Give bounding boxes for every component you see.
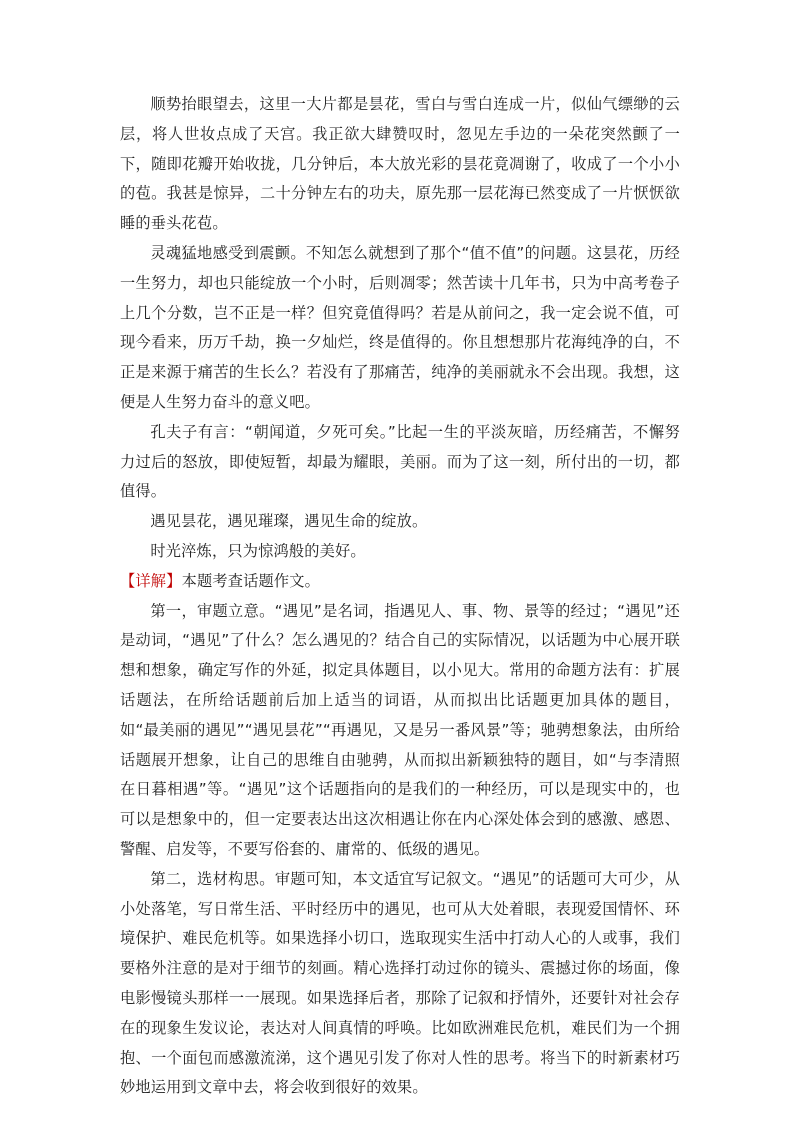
detail-text: 本题考查话题作文。 (181, 571, 321, 590)
essay-paragraph-4: 遇见昙花，遇见璀璨，遇见生命的绽放。 (150, 512, 428, 531)
analysis-paragraph-1: 第一，审题立意。“遇见”是名词，指遇见人、事、物、景等的经过；“遇见”还是动词，“遇见”了什么？怎么遇见的？结合自己的实际情况，以话题为中心展开联想和想象，确定写作的外延，拟定具体题目，以小见大。常用的命题方法有：扩展话题法，在所给话题前后加上适当的词语，从而拟出比话题更加具体的题目，如“最美丽的遇见”“遇见昙花”“再遇见，又是另一番风景”等；驰骋想象法，由所给话题展开想象，让自己的思维自由驰骋，从而拟出新颖独特的题目，如“与李清照在日暮相遇”等。“遇见”这个话题指向的是我们的一种经历，可以是现实中的，也可以是想象中的，但一定要表达出这次相遇让你在内心深处体会到的感激、感恩、警醒、启发等，不要写俗套的、庸常的、低级的遇见。 (120, 601, 680, 858)
detail-heading (120, 567, 680, 597)
essay-paragraph-1: 顺势抬眼望去，这里一大片都是昙花，雪白与雪白连成一片，似仙气缥缈的云层，将人世妆点成了天宫。我正欲大肆赞叹时，忽见左手边的一朵花突然颤了一下，随即花瓣开始收拢，几分钟后，本大放光彩的昙花竟凋谢了，收成了一个小小的苞。我甚是惊异，二十分钟左右的功夫，原先那一层花海已然变成了一片恹恹欲睡的垂头花苞。 (120, 95, 680, 233)
document-body (120, 90, 680, 1103)
detail-tag: 【详解】 (120, 571, 182, 590)
analysis-paragraph-2: 第二，选材构思。审题可知，本文适宜写记叙文。“遇见”的话题可大可少，从小处落笔，写日常生活、平时经历中的遇见，也可从大处着眼，表现爱国情怀、环境保护、难民危机等。如果选择小切口，选取现实生活中打动人心的人或事，我们要格外注意的是对于细节的刻画。精心选择打动过你的镜头、震撼过你的场面，像电影慢镜头那样一一展现。如果选择后者，那除了记叙和抒情外，还要针对社会存在的现象生发议论，表达对人间真情的呼唤。比如欧洲难民危机，难民们为一个拥抱、一个面包而感激流涕，这个遇见引发了你对人性的思考。将当下的时新素材巧妙地运用到文章中去，将会收到很好的效果。 (120, 869, 680, 1097)
essay-paragraph-5: 时光淬炼，只为惊鸿般的美好。 (150, 541, 366, 560)
essay-paragraph-2: 灵魂猛地感受到震颤。不知怎么就想到了那个“值不值”的问题。这昙花，历经一生努力，却也只能绽放一个小时，后则凋零；然苦读十几年书，只为中高考卷子上几个分数，岂不正是一样？但究竟值得吗？若是从前问之，我一定会说不值，可现今看来，历万千劫，换一夕灿烂，终是值得的。你且想想那片花海纯净的白，不正是来源于痛苦的生长么？若没有了那痛苦，纯净的美丽就永不会出现。我想，这便是人生努力奋斗的意义吧。 (120, 243, 680, 411)
essay-paragraph-3: 孔夫子有言：“朝闻道，夕死可矣。”比起一生的平淡灰暗，历经痛苦，不懈努力过后的怒放，即使短暂，却最为耀眼，美丽。而为了这一刻，所付出的一切，都值得。 (120, 422, 680, 501)
